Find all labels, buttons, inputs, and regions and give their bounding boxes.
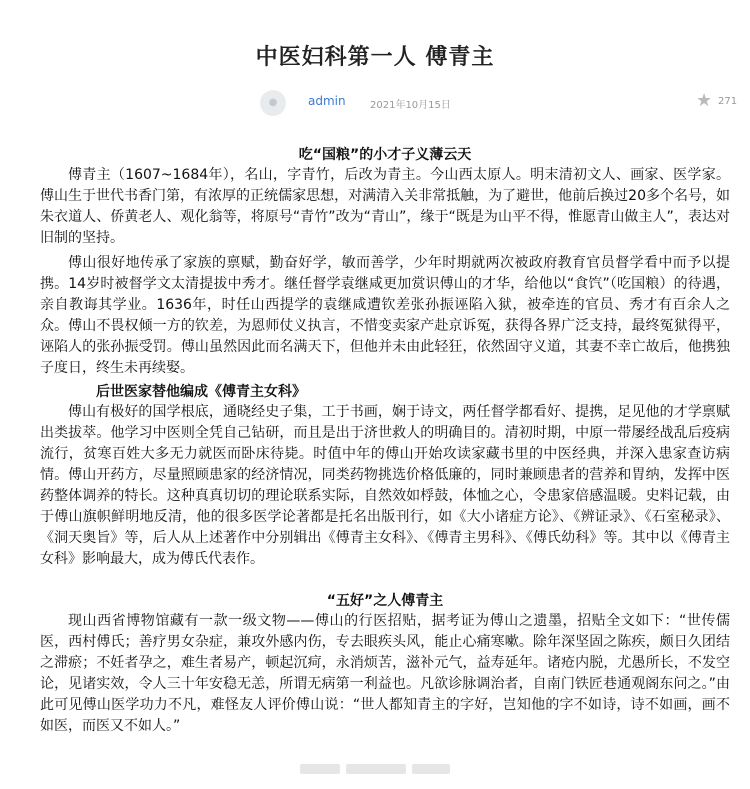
article-meta — [0, 88, 750, 116]
section-heading: “五好”之人傅青主 — [326, 593, 444, 609]
footer-watermark — [300, 764, 450, 774]
author-link[interactable]: admin — [308, 94, 346, 108]
publish-date: 2021年10月15日 — [370, 100, 451, 111]
avatar[interactable]: ● — [260, 90, 286, 116]
article-title: 中医妇科第一人 傅青主 — [255, 45, 495, 70]
paragraph: 现山西省博物馆藏有一款一级文物——傅山的行医招贴，据考证为傅山之遗墨，招贴全文如下：“世传儒医，西村傅氏；善疗男女杂症，兼攻外感内伤，专去眼疾头风，能止心痛寒嗽。除年深坚固之陈疾，颇日久团结之滞瘀；不妊者孕之，难生者易产，顿起沉疴，永消烦苦，滋补元气，益寿延年。诸疮内脱，尤愚所长，不发空论，见诸实效，令人三十年安稳无恙，所谓无病第一利益也。凡欲诊脉调治者，自南门铁匠巷通观阁东问之。”由此可见傅山医学功力不凡，难怪友人评价傅山说：“世人都知青主的字好，岂知他的字不如诗，诗不如画，画不如医，而医又不如人。” — [40, 613, 730, 734]
star-icon[interactable]: ★ — [696, 90, 713, 111]
section-heading: 吃“国粮”的小才子义薄云天 — [298, 147, 472, 163]
paragraph: 傅山很好地传承了家族的禀赋，勤奋好学，敏而善学，少年时期就两次被政府教育官员督学看中而予以提携。14岁时被督学文太清提拔中秀才。继任督学袁继咸更加赏识傅山的才华，给他以“食饩”（吃国粮）的待遇，亲自教诲其学业。1636年，时任山西提学的袁继咸遭钦差张孙振诬陷入狱，被牵连的官员、秀才有百余人之众。傅山不畏权倾一方的钦差，为恩师仗义执言，不惜变卖家产赴京诉冤，获得各界广泛支持，最终冤狱得平，诬陷人的张孙振受罚。傅山虽然因此而名满天下，但他并未由此轻狂，依然固守义道，其妻不幸亡故后，他携独子度日，终生未再续娶。 — [40, 255, 730, 376]
section-heading: 后世医家替他编成《傅青主女科》 — [96, 384, 306, 400]
like-count: 271 — [718, 96, 738, 107]
article-body — [40, 146, 730, 741]
paragraph: 傅青主（1607~1684年），名山，字青竹，后改为青主。今山西太原人。明末清初文人、画家、医学家。傅山生于世代书香门第，有浓厚的正统儒家思想，对满清入关非常抵触，为了避世，他前后换过20多个名号，如朱衣道人、侨黄老人、观化翁等，将原号“青竹”改为“青山”，缘于“既是为山平不得，惟愿青山做主人”，表达对旧制的坚持。 — [40, 167, 730, 246]
paragraph: 傅山有极好的国学根底，通晓经史子集，工于书画，娴于诗文，两任督学都看好、提携，足见他的才学禀赋出类拔萃。他学习中医则全凭自己钻研，而且是出于济世救人的明确目的。清初时期，中原一带屡经战乱后疫病流行，贫寒百姓大多无力就医而卧床待毙。时值中年的傅山开始攻读家藏书里的中医经典，并深入患家查访病情。傅山开药方，尽量照顾患家的经济情况，同类药物挑选价格低廉的，同时兼顾患者的营养和胃纳，发挥中医药整体调养的特长。这种真真切切的理论联系实际，自然效如桴鼓，体恤之心，令患家倍感温暖。史料记载，由于傅山旗帜鲜明地反清，他的很多医学论著都是托名出版刊行，如《大小诸症方论》、《辨证录》、《石室秘录》、《洞天奥旨》等，后人从上述著作中分别辑出《傅青主女科》、《傅青主男科》、《傅氏幼科》等。其中以《傅青主女科》影响最大，成为傅氏代表作。 — [40, 404, 730, 567]
